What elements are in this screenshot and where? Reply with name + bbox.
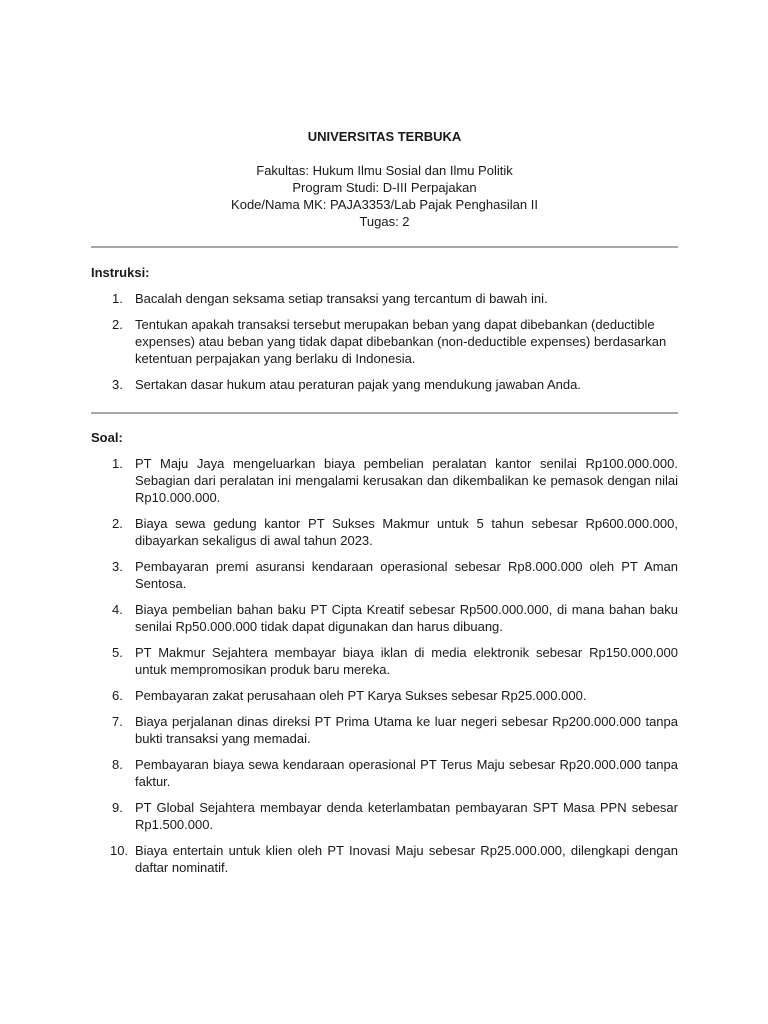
item-number: 4. [112,602,123,617]
list-item [91,290,678,307]
divider-middle [91,412,678,414]
item-number: 10. [110,843,129,858]
document-page [91,128,678,876]
item-number: 2. [112,516,123,531]
list-item [91,558,678,592]
item-number: 6. [112,688,123,703]
assignment-line: Tugas: 2 [359,214,410,229]
item-number: 1. [112,456,123,471]
list-item [91,799,678,833]
item-number: 8. [112,757,123,772]
list-item [91,316,678,367]
item-text: Pembayaran premi asuransi kendaraan operasional sebesar Rp8.000.000 oleh PT Aman Sentosa. [135,559,678,591]
item-text: PT Maju Jaya mengeluarkan biaya pembelian peralatan kantor senilai Rp100.000.000. Sebagian dari peralatan ini mengalami kerusakan dan dikembalikan ke pemasok dengan nilai Rp10.000.000. [135,456,678,505]
item-text: Biaya pembelian bahan baku PT Cipta Kreatif sebesar Rp500.000.000, di mana bahan baku senilai Rp50.000.000 tidak dapat digunakan dan harus dibuang. [135,602,678,634]
list-item [91,756,678,790]
item-text: Biaya entertain untuk klien oleh PT Inovasi Maju sebesar Rp25.000.000, dilengkapi dengan daftar nominatif. [135,843,678,875]
item-text: Biaya sewa gedung kantor PT Sukses Makmur untuk 5 tahun sebesar Rp600.000.000, dibayarkan sekaligus di awal tahun 2023. [135,516,678,548]
list-item [91,601,678,635]
item-text: Tentukan apakah transaksi tersebut merupakan beban yang dapat dibebankan (deductible expenses) atau beban yang tidak dapat dibebankan (non-deductible expenses) berdasarkan ketentuan perpajakan yang berlaku di Indonesia. [135,317,667,366]
list-item [91,713,678,747]
instructions-list [91,290,678,393]
item-number: 3. [112,377,123,392]
item-text: Sertakan dasar hukum atau peraturan pajak yang mendukung jawaban Anda. [135,377,581,392]
item-text: Biaya perjalanan dinas direksi PT Prima Utama ke luar negeri sebesar Rp200.000.000 tanpa bukti transaksi yang memadai. [135,714,678,746]
item-text: Pembayaran zakat perusahaan oleh PT Karya Sukses sebesar Rp25.000.000. [135,688,587,703]
questions-list [91,455,678,876]
list-item [91,515,678,549]
instructions-title: Instruksi: [91,265,150,280]
faculty-line: Fakultas: Hukum Ilmu Sosial dan Ilmu Politik [256,163,513,178]
item-text: PT Makmur Sejahtera membayar biaya iklan di media elektronik sebesar Rp150.000.000 untuk mempromosikan produk baru mereka. [135,645,678,677]
list-item [91,455,678,506]
item-text: Pembayaran biaya sewa kendaraan operasional PT Terus Maju sebesar Rp20.000.000 tanpa faktur. [135,757,678,789]
list-item [91,842,678,876]
divider-top [91,246,678,248]
list-item [91,644,678,678]
item-number: 7. [112,714,123,729]
item-number: 2. [112,317,123,332]
questions-title: Soal: [91,430,123,445]
item-number: 9. [112,800,123,815]
item-number: 5. [112,645,123,660]
university-title: UNIVERSITAS TERBUKA [307,129,462,144]
item-text: PT Global Sejahtera membayar denda keterlambatan pembayaran SPT Masa PPN sebesar Rp1.500.000. [135,800,678,832]
course-line: Kode/Nama MK: PAJA3353/Lab Pajak Penghasilan II [231,197,538,212]
list-item [91,376,678,393]
list-item [91,687,678,704]
item-text: Bacalah dengan seksama setiap transaksi yang tercantum di bawah ini. [135,291,548,306]
document-header [91,128,678,230]
program-line: Program Studi: D-III Perpajakan [292,180,477,195]
item-number: 3. [112,559,123,574]
item-number: 1. [112,291,123,306]
